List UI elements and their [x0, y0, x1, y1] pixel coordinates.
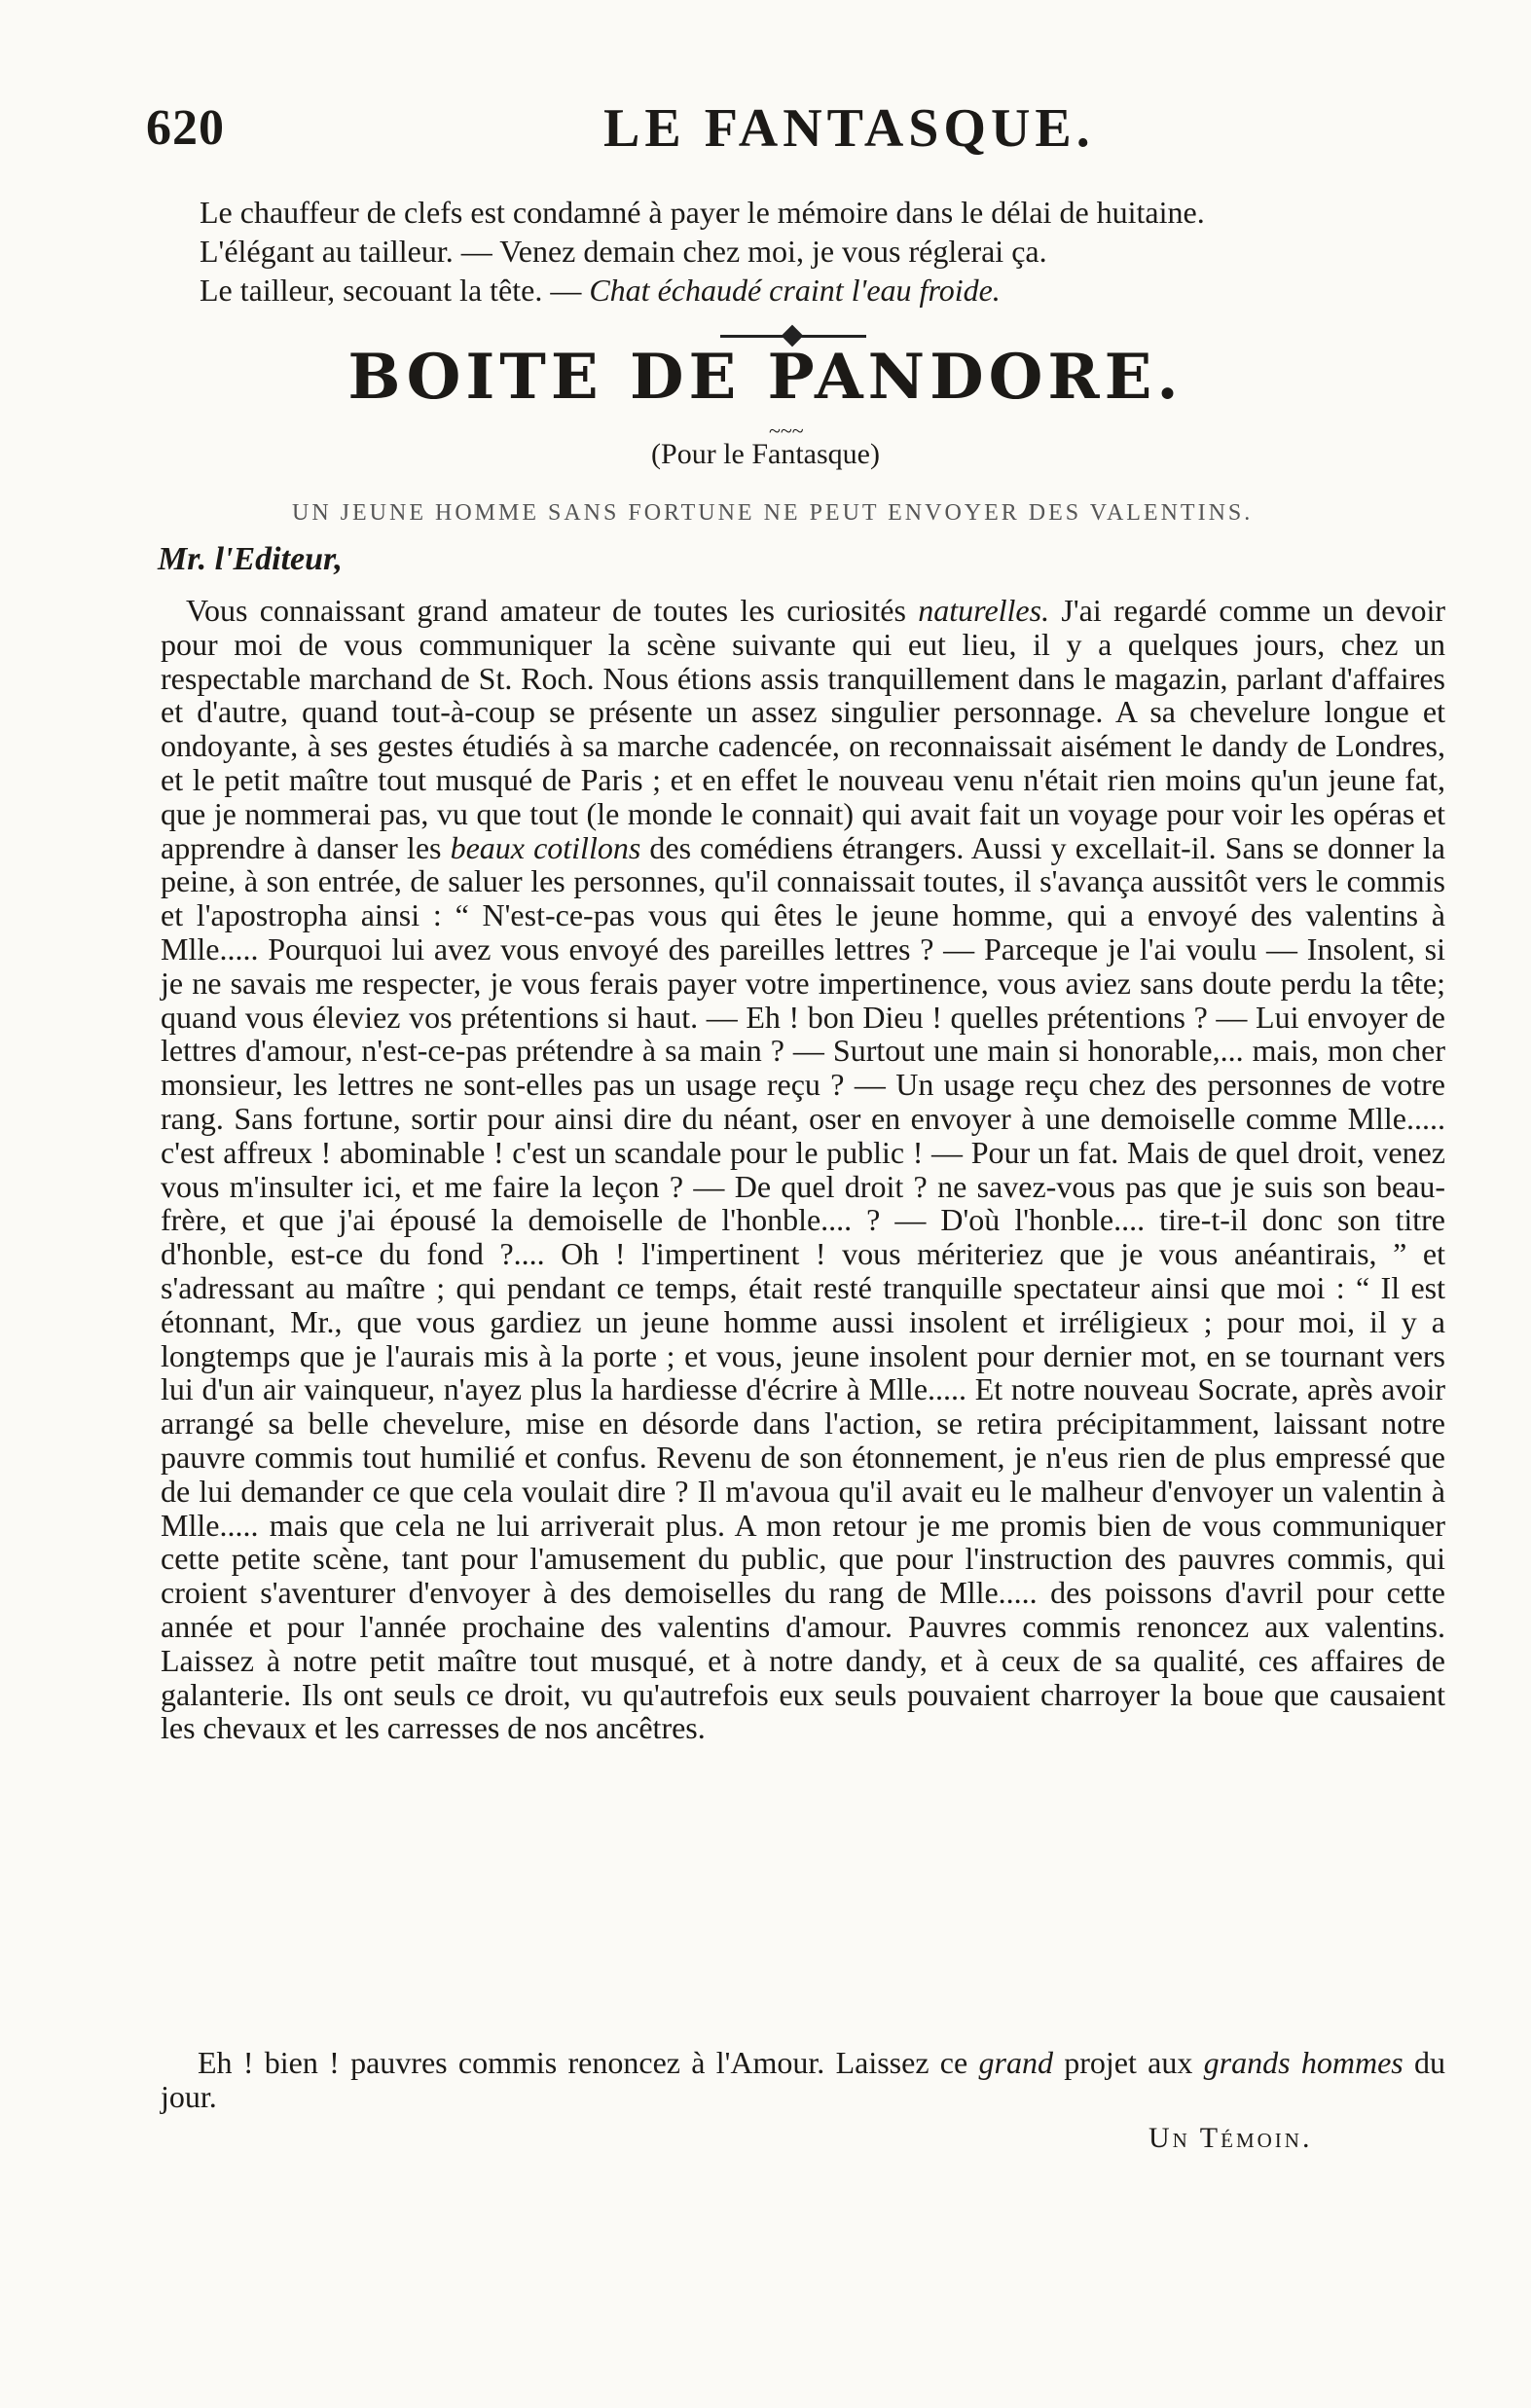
page-number: 620 — [146, 100, 225, 156]
p2-italic-grands-hommes: grands hommes — [1203, 2045, 1403, 2080]
anecdote-line-3 — [200, 271, 1465, 310]
running-title: LE FANTASQUE. — [603, 98, 1095, 159]
salutation: Mr. l'Editeur, — [158, 541, 343, 577]
section-subtitle: (Pour le Fantasque) — [651, 438, 880, 470]
anecdote-line-2: L'élégant au tailleur. — Venez demain chez moi, je vous réglerai ça. — [200, 234, 1047, 269]
anecdote-line-1: Le chauffeur de clefs est condamné à payer le mémoire dans le délai de huitaine. — [200, 195, 1205, 230]
anecdote-line-3-text: Le tailleur, secouant la tête. — — [200, 273, 590, 308]
letter-paragraph-2 — [161, 2046, 1445, 2114]
p1-text-a: Vous connaissant grand amateur de toutes les curiosités — [186, 593, 919, 628]
p2-text-a: Eh ! bien ! pauvres commis renoncez à l'Amour. Laissez ce — [198, 2045, 979, 2080]
p1-italic-cotillons: beaux cotillons — [450, 829, 641, 865]
anecdote-line-3-proverb: Chat échaudé craint l'eau froide. — [589, 273, 1001, 308]
signature: Un Témoin. — [1148, 2122, 1313, 2154]
p2-text-c: du jour. — [161, 2045, 1446, 2114]
p1-text-b: J'ai regardé comme un devoir pour moi de vous communiquer la scène suivante qui eut lieu, il y a quelques jours, chez un respectable marchand de St. Roch. Nous étions assis tranquillement dans le magazin, parlant d'affaires et d'autre, quand tout-à-coup se présente un assez singulier personnage. A sa chevelure longue et ondoyante, à ses gestes étudiés à sa marche cadencée, on reconnaissait aisément le dandy de Londres, et le petit maître tout musqué de Paris ; et en effet le nouveau venu n'était rien moins qu'un jeune fat, que je nommerai pas, vu que tout (le monde le connait) qui avait fait un voyage pour voir les opéras et apprendre à danser les — [161, 593, 1446, 865]
letter-paragraph-1 — [161, 594, 1445, 1745]
p2-text-b: projet aux — [1052, 2045, 1204, 2080]
p1-italic-naturelles: naturelles. — [918, 593, 1050, 628]
section-title: BOITE DE PANDORE. — [347, 341, 1184, 414]
section-subheading: UN JEUNE HOMME SANS FORTUNE NE PEUT ENVOYER DES VALENTINS. — [292, 500, 1254, 526]
p1-text-c: des comédiens étrangers. Aussi y excellait-il. Sans se donner la peine, à son entrée, de saluer les personnes, qu'il connaissait toutes, il s'avança aussitôt vers le commis et l'apostropha ainsi : “ N'est-ce-pas vous qui êtes le jeune homme, qui a envoyé des valentins à Mlle..... Pourquoi lui avez vous envoyé des pareilles lettres ? — Parceque je l'ai voulu — Insolent, si je ne savais me respecter, je vous ferais payer votre impertinence, vous aviez sans doute perdu la tête; quand vous éleviez vos prétentions si haut. — Eh ! bon Dieu ! quelles prétentions ? — Lui envoyer de lettres d'amour, n'est-ce-pas prétendre à sa main ? — Surtout une main si honorable,... mais, mon cher monsieur, les lettres ne sont-elles pas un usage reçu ? — Un usage reçu chez des personnes de votre rang. Sans fortune, sortir pour ainsi dire du néant, oser en envoyer à une demoiselle comme Mlle..... c'est affreux ! abominable ! c'est un scandale pour le public ! — Pour un fat. Mais de quel droit, venez vous m'insulter ici, et me faire la leçon ? — De quel droit ? ne savez-vous pas que je suis son beau-frère, et que j'ai épousé la demoiselle de l'honble.... ? — D'où l'honble.... tire-t-il donc son titre d'honble, est-ce du fond ?.... Oh ! l'impertinent ! vous mériteriez que je vous anéantirais, ” et s'adressant au maître ; qui pendant ce temps, était resté tranquille spectateur ainsi que moi : “ Il est étonnant, Mr., que vous gardiez un jeune homme aussi insolent et irréligieux ; pour moi, il y a longtemps que je l'aurais mis à la porte ; et vous, jeune insolent pour dernier mot, en se tournant vers lui d'un air vainqueur, n'ayez plus la hardiesse d'écrire à Mlle..... Et notre nouveau Socrate, après avoir arrangé sa belle chevelure, mise en désorde dans l'action, se retira précipitamment, laissant notre pauvre commis tout humilié et confus. Revenu de son étonnement, je n'eus rien de plus empressé que de lui demander ce que cela voulait dire ? Il m'avoua qu'il avait eu le malheur d'envoyer un valentin à Mlle..... mais que cela ne lui arriverait plus. A mon retour je me promis bien de vous communiquer cette petite scène, tant pour l'amusement du public, que pour l'instruction des pauvres commis, qui croient s'aventurer d'envoyer à des demoiselles du rang de Mlle..... des poissons d'avril pour cette année et pour l'année prochaine des valentins d'amour. Pauvres commis renoncez aux valentins. Laissez à notre petit maître tout musqué, et à notre dandy, et à ceux de sa qualité, ces affaires de galanterie. Ils ont seuls ce droit, vu qu'autrefois eux seuls pouvaient charroyer la boue que causaient les chevaux et les carresses de nos ancêtres. — [161, 829, 1445, 1746]
title-ornament: ~~~ — [769, 419, 804, 443]
p2-italic-grand: grand — [978, 2045, 1053, 2080]
page-header — [146, 90, 1440, 167]
